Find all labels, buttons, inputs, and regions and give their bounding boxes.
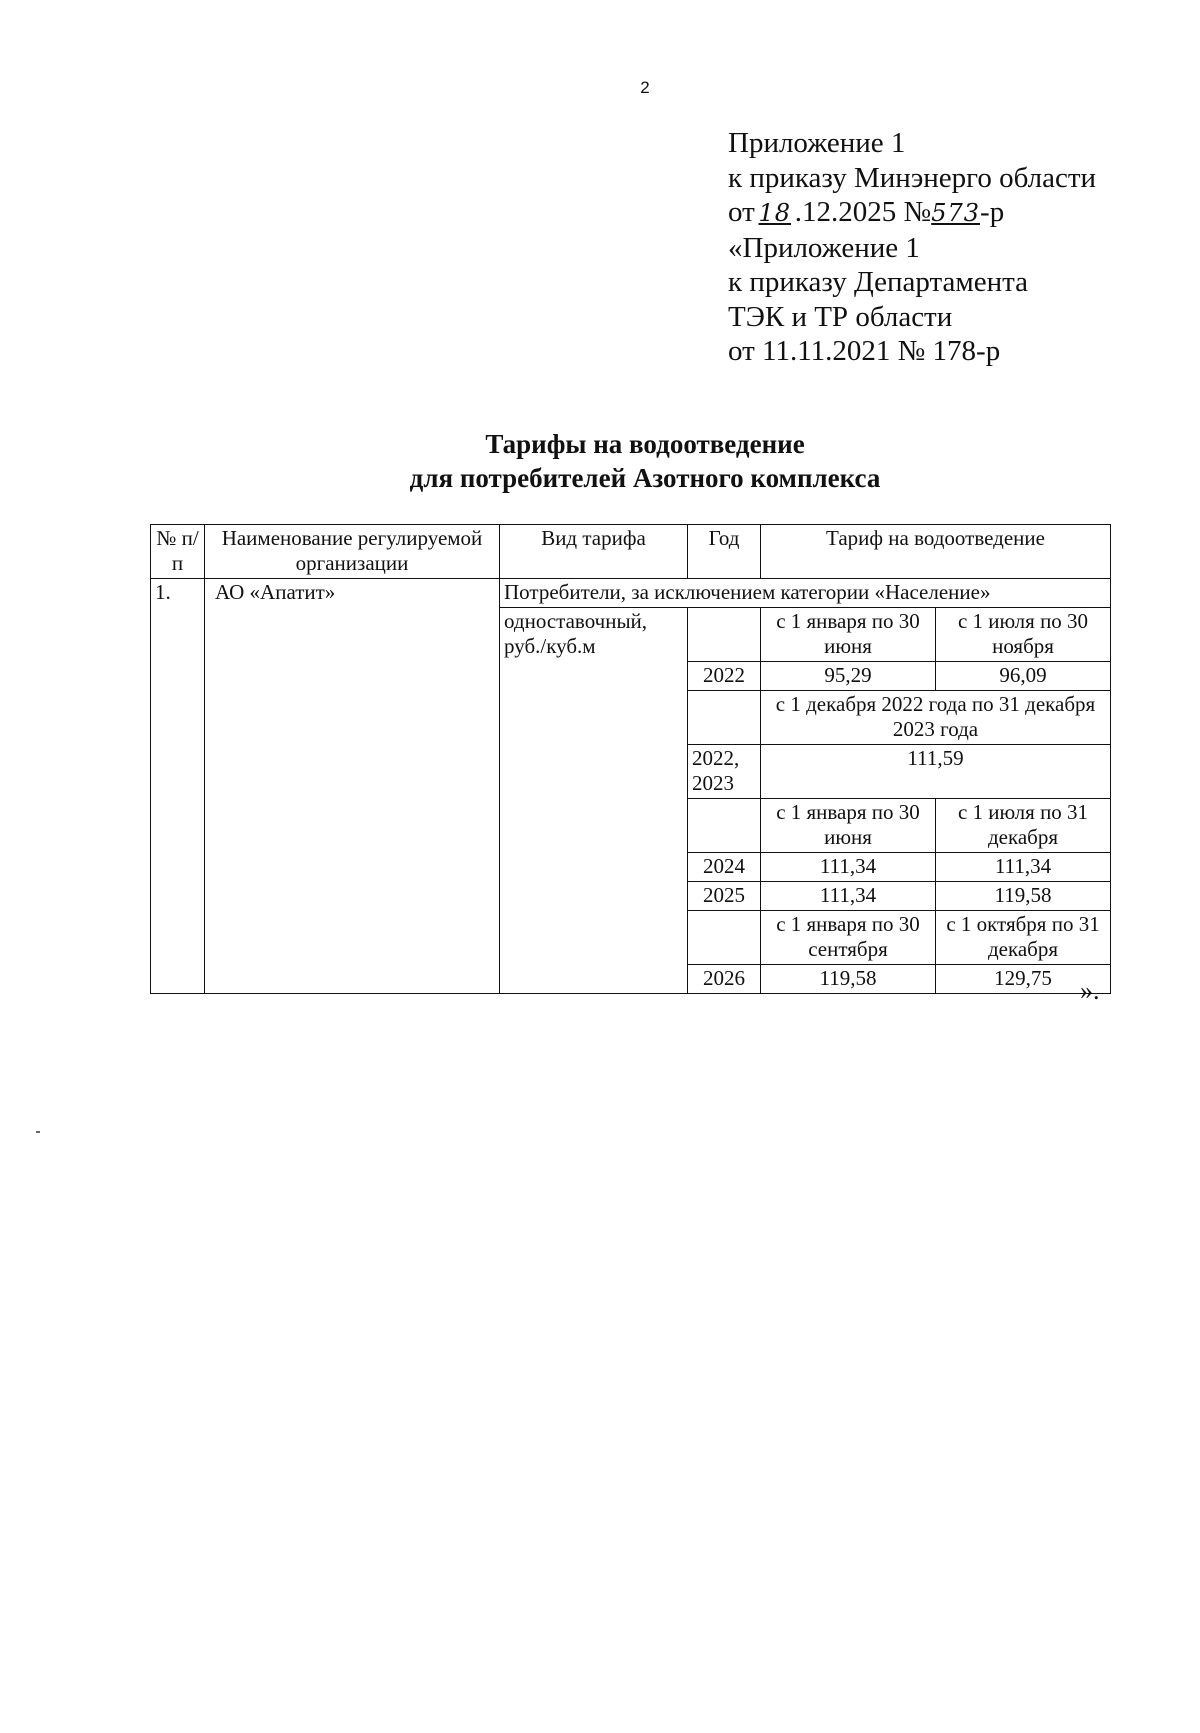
value-cell: 111,34 — [936, 853, 1111, 882]
year-cell: 2022 — [688, 662, 761, 691]
appendix-line-3 — [728, 195, 1096, 231]
value-cell: 111,34 — [761, 853, 936, 882]
organization-name: АО «Апатит» — [205, 579, 500, 994]
order-date-prefix: от — [728, 196, 755, 228]
value-cell: 129,75 — [936, 965, 1111, 994]
appendix-line-6: ТЭК и ТР области — [728, 300, 953, 333]
tariff-table — [150, 524, 1111, 994]
period-cell: с 1 января по 30 сентября — [761, 911, 936, 965]
appendix-line-2: к приказу Минэнерго области — [728, 161, 1097, 194]
year-cell: 2025 — [688, 882, 761, 911]
header-year: Год — [688, 525, 761, 579]
year-cell: 2024 — [688, 853, 761, 882]
order-day-handwritten: 18 — [758, 199, 792, 227]
order-date-middle: .12.2025 № — [794, 196, 932, 228]
document-title-line-1: Тарифы на водоотведение — [485, 429, 805, 459]
year-cell: 2022, 2023 — [688, 745, 761, 799]
year-cell: 2026 — [688, 965, 761, 994]
value-cell: 111,34 — [761, 882, 936, 911]
table-row — [151, 579, 1111, 608]
value-cell: 119,58 — [761, 965, 936, 994]
value-cell: 119,58 — [936, 882, 1111, 911]
period-cell: с 1 июля по 30 ноября — [936, 608, 1111, 662]
appendix-line-7: от 11.11.2021 № 178-р — [728, 335, 1001, 367]
tariff-kind: одноставочный, руб./куб.м — [500, 608, 688, 994]
appendix-line-5: к приказу Департамента — [728, 266, 1029, 298]
period-cell: с 1 октября по 31 декабря — [936, 911, 1111, 965]
period-cell: с 1 июля по 31 декабря — [936, 799, 1111, 853]
closing-quote: ». — [1080, 976, 1100, 1005]
order-number-suffix: -р — [980, 196, 1005, 228]
table-header-row — [151, 525, 1111, 579]
header-organization: Наименование регулируемой организации — [205, 525, 500, 579]
period-cell: с 1 декабря 2022 года по 31 декабря 2023 года — [761, 691, 1111, 745]
appendix-header — [728, 126, 1096, 369]
year-cell-empty — [688, 911, 761, 965]
year-cell-empty — [688, 691, 761, 745]
period-cell: с 1 января по 30 июня — [761, 799, 936, 853]
header-num: № п/п — [151, 525, 205, 579]
scan-speck — [36, 1131, 40, 1133]
appendix-line-1: Приложение 1 — [728, 127, 906, 159]
header-tariff-kind: Вид тарифа — [500, 525, 688, 579]
order-number-handwritten: 573 — [931, 199, 981, 227]
year-cell-empty — [688, 799, 761, 853]
header-tariff: Тариф на водоотведение — [761, 525, 1111, 579]
value-cell: 96,09 — [936, 662, 1111, 691]
appendix-line-4: «Приложение 1 — [728, 231, 920, 264]
value-cell: 95,29 — [761, 662, 936, 691]
period-cell: с 1 января по 30 июня — [761, 608, 936, 662]
page-number: 2 — [640, 78, 650, 97]
year-cell-empty — [688, 608, 761, 662]
value-cell: 111,59 — [761, 745, 1111, 799]
row-number: 1. — [151, 579, 205, 994]
document-title-line-2: для потребителей Азотного комплекса — [409, 463, 881, 493]
consumer-category: Потребители, за исключением категории «Население» — [500, 579, 1111, 608]
